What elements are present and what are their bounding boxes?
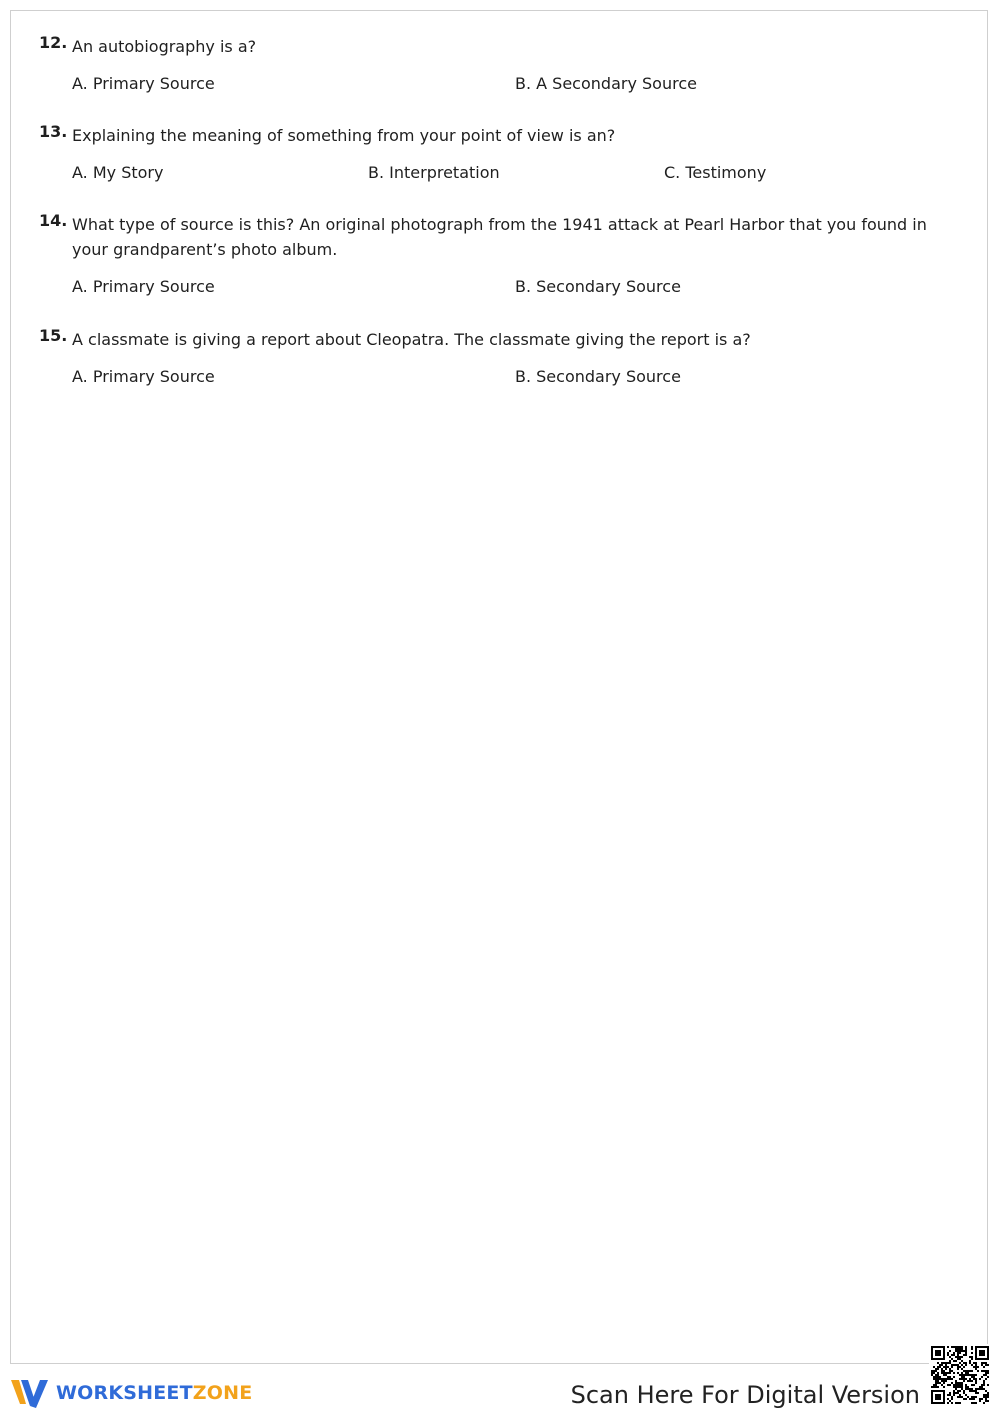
brand-name-part2: ZONE bbox=[192, 1382, 253, 1404]
option-a[interactable]: A. My Story bbox=[72, 163, 164, 182]
question-text: What type of source is this? An original photograph from the 1941 attack at Pearl Harbor that you found in your grandparent’s photo album. bbox=[72, 215, 927, 259]
option-a[interactable]: A. Primary Source bbox=[72, 277, 215, 296]
option-a[interactable]: A. Primary Source bbox=[72, 367, 215, 386]
worksheetzone-logo[interactable] bbox=[10, 1376, 252, 1410]
worksheetzone-logo-icon bbox=[10, 1376, 50, 1410]
question-number: 12. bbox=[39, 33, 68, 52]
scan-instruction: Scan Here For Digital Version bbox=[570, 1381, 920, 1409]
option-b[interactable]: B. Secondary Source bbox=[515, 367, 681, 386]
question-number: 13. bbox=[39, 122, 68, 141]
qr-code-icon[interactable] bbox=[929, 1344, 991, 1406]
worksheet-page bbox=[10, 10, 988, 1364]
option-b[interactable]: B. A Secondary Source bbox=[515, 74, 697, 93]
option-b[interactable]: B. Secondary Source bbox=[515, 277, 681, 296]
question-text: A classmate is giving a report about Cleopatra. The classmate giving the report is a? bbox=[72, 330, 751, 349]
option-a[interactable]: A. Primary Source bbox=[72, 74, 215, 93]
question-number: 15. bbox=[39, 326, 68, 345]
brand-name-part1: WORKSHEET bbox=[56, 1382, 193, 1404]
brand-name bbox=[56, 1376, 252, 1410]
question-text: An autobiography is a? bbox=[72, 37, 257, 56]
option-c[interactable]: C. Testimony bbox=[664, 163, 767, 182]
question-text: Explaining the meaning of something from your point of view is an? bbox=[72, 126, 616, 145]
question-number: 14. bbox=[39, 211, 68, 230]
option-b[interactable]: B. Interpretation bbox=[368, 163, 500, 182]
